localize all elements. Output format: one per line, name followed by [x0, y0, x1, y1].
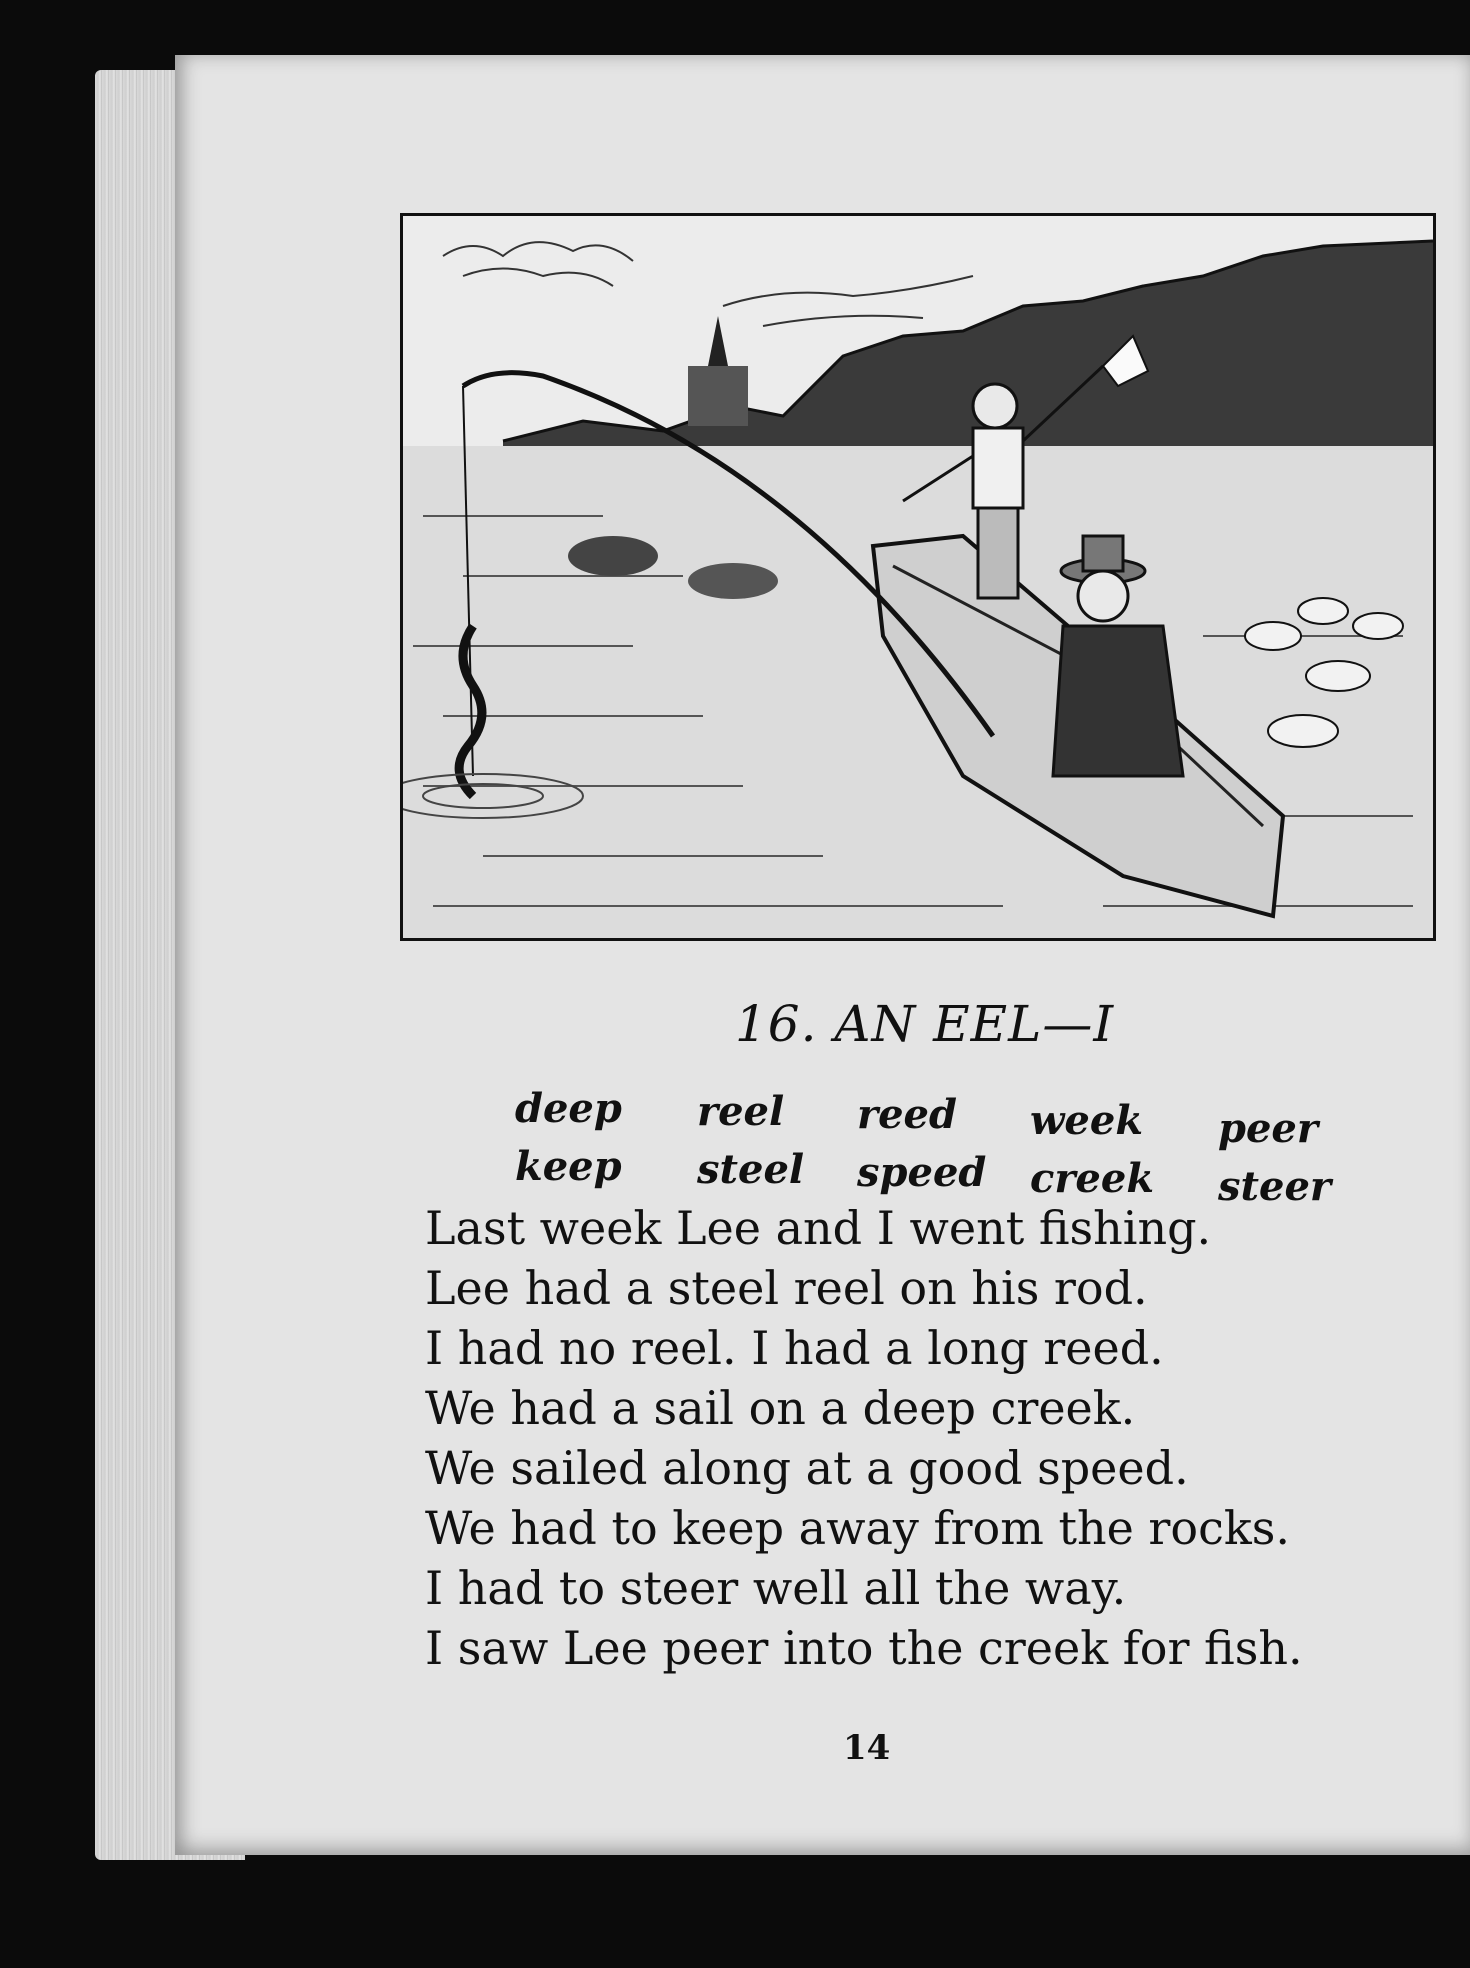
word-column-2 — [697, 1083, 804, 1199]
story-line: Lee had a steel reel on his rod. — [425, 1261, 1148, 1315]
vocab-word: deep — [515, 1085, 622, 1132]
story-line: Last week Lee and I went fishing. — [425, 1201, 1212, 1255]
lesson-title: 16. AN EEL—I — [735, 995, 1115, 1053]
story-line: We had to keep away from the rocks. — [425, 1501, 1290, 1555]
vocab-word: creek — [1030, 1155, 1155, 1202]
story-line: We had a sail on a deep creek. — [425, 1381, 1136, 1435]
vocab-word: steel — [697, 1146, 805, 1193]
word-column-3 — [857, 1086, 986, 1202]
word-column-1 — [515, 1080, 622, 1196]
vocab-word: peer — [1218, 1105, 1318, 1152]
vocab-word: steer — [1218, 1163, 1331, 1210]
page-number: 14 — [843, 1728, 891, 1768]
story-line: I had to steer well all the way. — [425, 1561, 1127, 1615]
story-line: We sailed along at a good speed. — [425, 1441, 1189, 1495]
vocab-word: keep — [515, 1143, 622, 1190]
story-line: I had no reel. I had a long reed. — [425, 1321, 1164, 1375]
fishing-illustration — [400, 213, 1436, 941]
story-text — [425, 1198, 1445, 1678]
vocab-word: reel — [697, 1088, 785, 1135]
vocab-word: speed — [857, 1149, 987, 1196]
vocab-word: reed — [857, 1091, 957, 1138]
word-column-4 — [1030, 1092, 1154, 1208]
story-line: I saw Lee peer into the creek for fish. — [425, 1621, 1303, 1675]
vocab-word: week — [1030, 1097, 1144, 1144]
